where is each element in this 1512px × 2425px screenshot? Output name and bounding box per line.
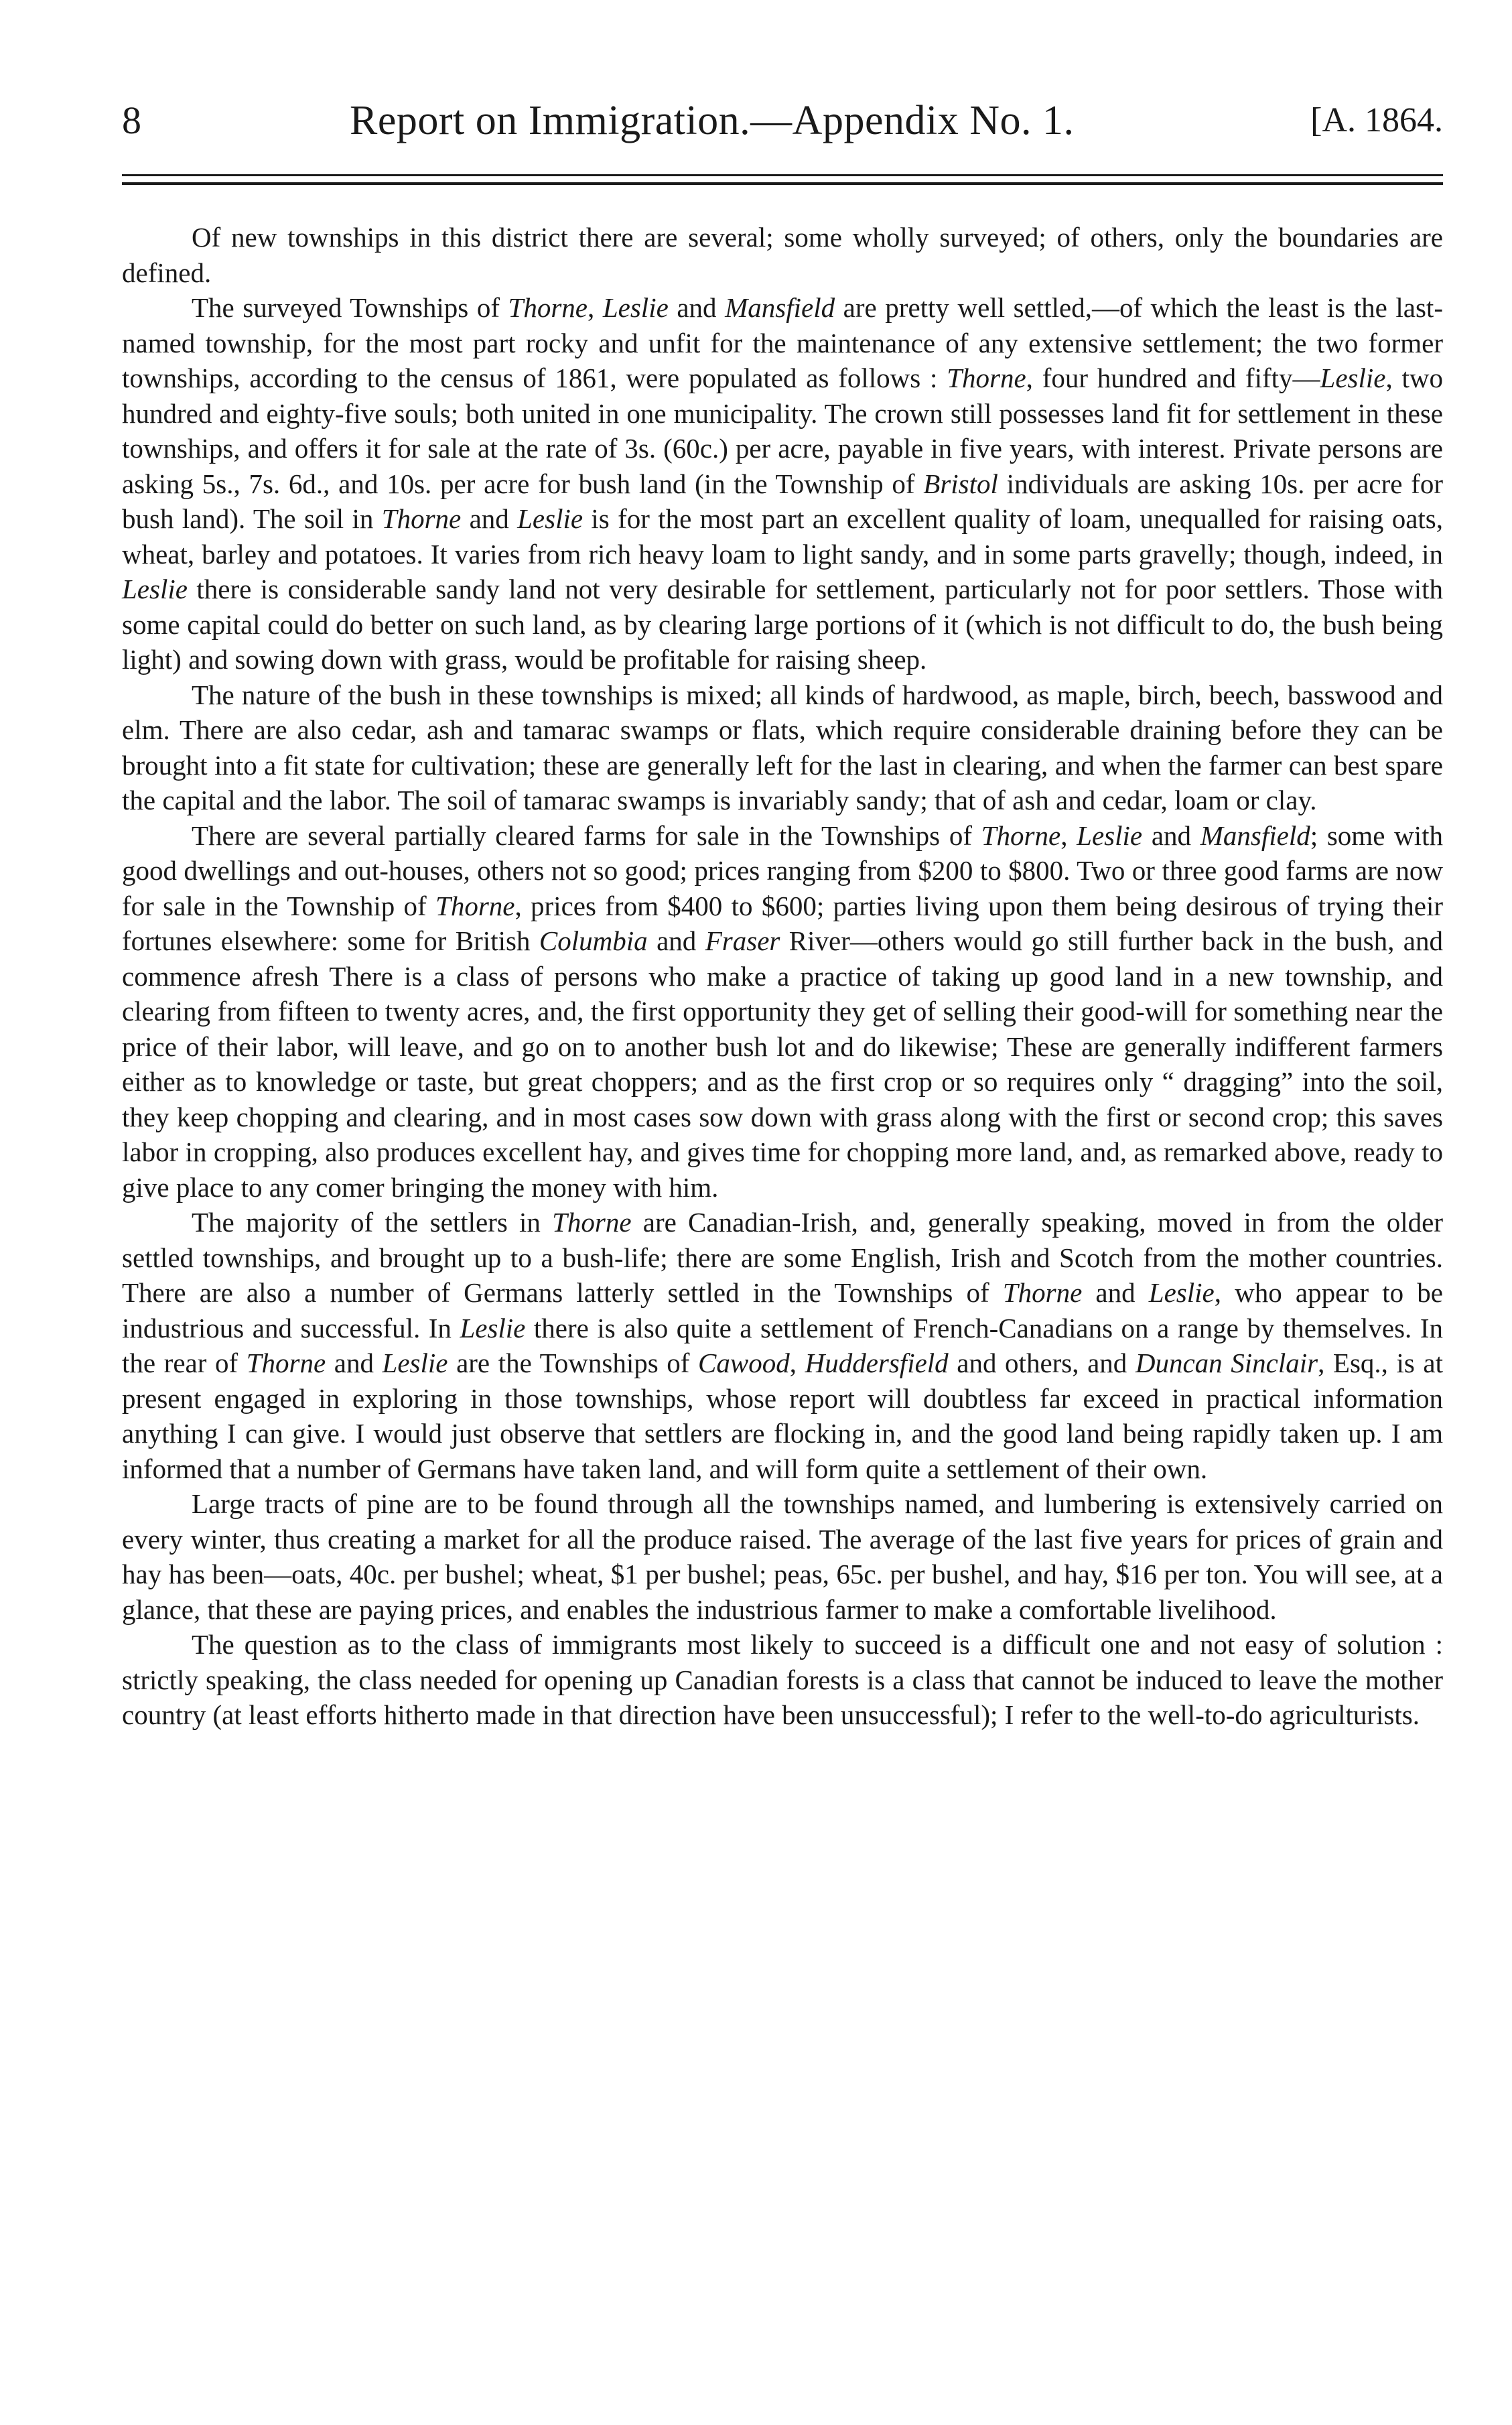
text-run: and xyxy=(461,503,518,534)
italic-text: Leslie xyxy=(122,574,188,604)
text-run: Of new townships in this district there are several; some wholly surveyed; of others, only the boundaries are defined. xyxy=(122,222,1443,288)
text-run: The nature of the bush in these townships is mixed; all kinds of hardwood, as maple, birch, beech, basswood and elm. There are also cedar, ash and tamarac swamps or flats, which require considerable draining before they can be brought into a fit state for cultivation; these are generally left for the last in clearing, and when the farmer can best spare the capital and the labor. The soil of tamarac swamps is invariably sandy; that of ash and cedar, loam or clay. xyxy=(122,679,1443,815)
italic-text: Leslie xyxy=(517,503,583,534)
text-run: There are several partially cleared farms for sale in the Townships of xyxy=(192,820,981,851)
text-run: , two hundred and eighty-five souls; both united in one municipality. The crown still possesses land fit for settlement in these townships, and offers it for sale at the rate of 3s. (60c.) per acre, payable in five years, with interest. Private persons are asking 5s., 7s. 6d., and 10s. per acre for bush land (in the Township of xyxy=(122,363,1443,499)
text-run: The majority of the settlers in xyxy=(192,1207,553,1238)
italic-text: Leslie xyxy=(1320,363,1386,393)
paragraph xyxy=(122,290,1443,677)
italic-text: Columbia xyxy=(539,925,648,956)
italic-text: Thorne xyxy=(508,292,588,323)
text-run: , prices from $400 to $600; parties living upon them being desirous of trying their fortunes elsewhere: some for British xyxy=(122,890,1443,956)
text-run: The surveyed Townships of xyxy=(192,292,508,323)
session-mark: [A. 1864. xyxy=(1310,101,1443,139)
text-run: Large tracts of pine are to be found through all the townships named, and lumbering is extensively carried on every winter, thus creating a market for all the produce raised. The average of the last five years for prices of grain and hay has been—oats, 40c. per bushel; wheat, $1 per bushel; peas, 65c. per bushel, and hay, $16 per ton. You will see, at a glance, that these are paying prices, and enables the industrious farmer to make a comfortable livelihood. xyxy=(122,1488,1443,1625)
text-run: , xyxy=(1060,820,1077,851)
paragraph xyxy=(122,220,1443,290)
italic-text: Thorne xyxy=(552,1207,632,1238)
running-title: Report on Immigration.—Appendix No. 1. xyxy=(350,98,1075,143)
italic-text: Leslie xyxy=(382,1348,448,1378)
text-run: there is considerable sandy land not very desirable for settlement, particularly not for poor settlers. Those with some capital could do better on such land, as by clearing large portions of it (which is not difficult to do, the bush being light) and sowing down with grass, would be profitable for raising sheep. xyxy=(122,574,1443,675)
paragraph xyxy=(122,1627,1443,1733)
italic-text: Thorne xyxy=(246,1348,326,1378)
italic-text: Leslie xyxy=(602,292,669,323)
italic-text: Mansfield xyxy=(725,292,835,323)
text-run: there is also quite a settlement of French-Canadians on a range by themselves. In the rear of xyxy=(122,1312,1443,1378)
italic-text: Mansfield xyxy=(1200,820,1310,851)
italic-text: Fraser xyxy=(705,925,780,956)
text-run: are pretty well settled,—of which the least is the last-named township, for the most part rocky and unfit for the maintenance of any extensive settlement; the two former townships, according to the census of 1861, were populated as follows : xyxy=(122,292,1443,393)
text-run: are the Townships of xyxy=(448,1348,699,1378)
text-run: and others, and xyxy=(948,1348,1136,1378)
italic-text: Thorne xyxy=(947,363,1026,393)
italic-text: Thorne xyxy=(981,820,1061,851)
page-header xyxy=(122,94,1443,161)
document-page xyxy=(122,94,1443,1733)
text-run: and xyxy=(668,292,726,323)
text-run: , Esq., is at present engaged in exploring in those townships, whose report will doubtless far exceed in practical information anything I can give. I would just observe that settlers are flocking in, and the good land being rapidly taken up. I am informed that a number of Germans have taken land, and will form quite a settlement of their own. xyxy=(122,1348,1444,1484)
text-run: ; some with good dwellings and out-houses, others not so good; prices ranging from $200 to $800. Two or three good farms are now for sale in the Township of xyxy=(122,820,1444,921)
italic-text: Huddersfield xyxy=(805,1348,949,1378)
text-run: , who appear to be industrious and successful. In xyxy=(122,1277,1443,1343)
paragraph xyxy=(122,677,1443,818)
text-run: , four hundred and fifty— xyxy=(1026,363,1320,393)
text-run: and xyxy=(326,1348,383,1378)
paragraph xyxy=(122,818,1443,1205)
body-text xyxy=(122,220,1443,1733)
text-run: and xyxy=(1082,1277,1149,1308)
italic-text: Thorne xyxy=(1002,1277,1083,1308)
paragraph xyxy=(122,1486,1443,1627)
text-run: The question as to the class of immigrants most likely to succeed is a difficult one and not easy of solution : strictly speaking, the class needed for opening up Canadian forests is a class that cannot be induced to leave the mother country (at least efforts hitherto made in that direction have been unsuccessful); I refer to the well-to-do agriculturists. xyxy=(122,1629,1443,1730)
text-run: is for the most part an excellent quality of loam, unequalled for raising oats, wheat, barley and potatoes. It varies from rich heavy loam to light sandy, and in some parts gravelly; though, indeed, in xyxy=(122,503,1443,570)
italic-text: Duncan Sinclair xyxy=(1135,1348,1318,1378)
text-run: and xyxy=(1142,820,1200,851)
italic-text: Thorne xyxy=(435,890,515,921)
text-run: , xyxy=(588,292,603,323)
italic-text: Bristol xyxy=(923,468,998,499)
italic-text: Thorne xyxy=(381,503,462,534)
text-run: are Canadian-Irish, and, generally speaking, moved in from the older settled townships, and brought up to a bush-life; there are some English, Irish and Scotch from the mother countries. There are also a number of Germans latterly settled in the Townships of xyxy=(122,1207,1443,1308)
header-double-rule xyxy=(122,174,1443,190)
text-run: River—others would go still further back in the bush, and commence afresh There is a class of persons who make a practice of taking up good land in a new township, and clearing from fifteen to twenty acres, and, the first opportunity they get of selling their good-will for something near the price of their labor, will leave, and go on to another bush lot and do likewise; These are generally indifferent farmers either as to knowledge or taste, but great choppers; and as the first crop or so requires only “ dragging” into the soil, they keep chopping and clearing, and in most cases sow down with grass along with the first or second crop; this saves labor in cropping, also produces excellent hay, and gives time for chopping more land, and, as remarked above, ready to give place to any comer bringing the money with him. xyxy=(122,925,1444,1203)
paragraph xyxy=(122,1205,1443,1486)
italic-text: Leslie xyxy=(1077,820,1143,851)
text-run: and xyxy=(647,925,705,956)
text-run: , xyxy=(789,1348,805,1378)
italic-text: Leslie xyxy=(1148,1277,1215,1308)
italic-text: Cawood xyxy=(698,1348,790,1378)
text-run: individuals are asking 10s. per acre for bush land). The soil in xyxy=(122,468,1443,534)
page-number: 8 xyxy=(122,99,141,142)
italic-text: Leslie xyxy=(460,1312,526,1343)
